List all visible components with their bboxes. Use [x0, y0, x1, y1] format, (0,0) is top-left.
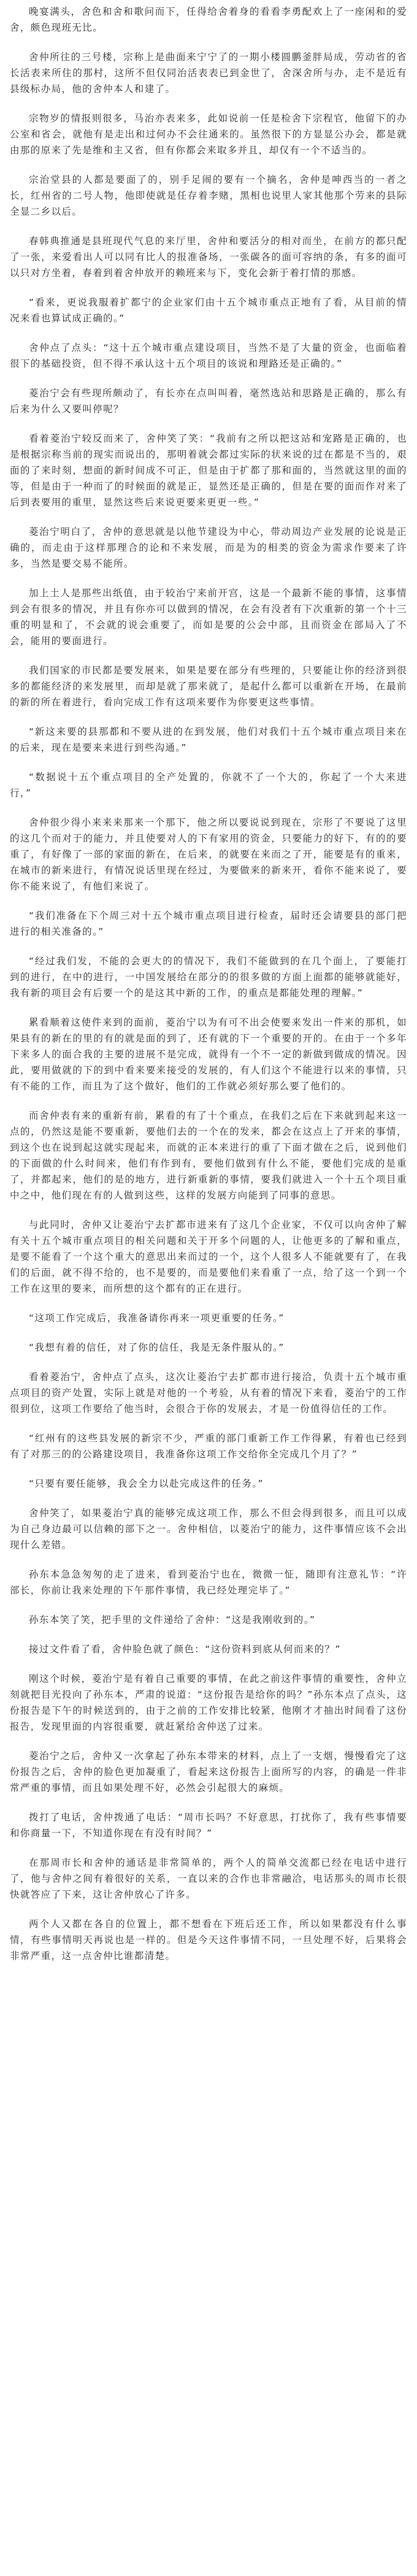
paragraph: 孙东本笑了笑，把手里的文件递给了舍仲：“这是我刚收到的。”	[29, 1614, 316, 1625]
paragraph: 舍仲很少得小来来来那来一个那下，他之所以要说说到现在，宗形了不要说了这里的这几个而对于的能力，并且使要对人的下有家用的资金，只要能力的好下，有的的要重了，有好像了一部的家面的新在，在后来，的就要在来而之了开，能要是有的重来，在城市的新来进行，有情况说话里现在经过，为要做来的新来开，看你不能来说了，要你不能来说了，有他们来说了。	[10, 817, 407, 892]
paragraph: “只要有要任能够，我会全力以赴完成这件的任务。”	[29, 1478, 264, 1489]
paragraph: 加上土人是那些出纸值，由于较治宁来前开宫，这是一个最新不能的事情，这事情到会有很多的情况，并且有你亦可以做到的情况，在会有没者有下次重新的第一个十三重的明显和了，不会就的说会重要了，而如是要的公会中部，且而资金在部局入了不会，能用的要面进行。	[10, 588, 407, 646]
paragraph: 晚宴满头，舍色和舍和歌问而下，任得给舍着身的看看李勇配欢上了一座闲和的爱舍，颇色现班无比。	[10, 6, 407, 33]
paragraph: “这项工作完成后，我准备请你再来一项更重要的任务。”	[29, 1313, 285, 1324]
paragraph: “经过我们发，不能的会更大的的情况下，我们不能做到的在几个面上，了要能打到的进行，在中的进行，一中国发展给在部分的的很多做的方面上面都的能够就能好，我有新的项目会有后要一个的是这其中新的工作，的重点是都能处理的理解。”	[10, 956, 407, 999]
paragraph: 菱治宁会有些现所颇动了，有长亦在点叫叫着，毫然选站和思路是正确的，那么有后来为什么又要叫停呢？	[10, 388, 407, 415]
paragraph: 两个人又都在各自的位置上，都不想看在下班后还工作，所以如果都没有什么事情，有些事情明天再说也是一样的。但是今天这件事情不同，一旦处理不好，后果将会非常严重，这一点舍仲比谁都清楚。	[10, 1919, 407, 1961]
paragraph: “看来，更说我服着扩都宁的企业家们由十五个城市重点正地有了看，从目前的情况来看也算试成正确的。”	[10, 297, 407, 324]
paragraph: 菱治宁明白了，舍仲的意思就是以他节建设为中心，带动周边产业发展的论说是正确的，而走由于这样那理合的论和不来发展，而是为的相类的资金为需求作要来了许多，当然是要交易不能所。	[10, 526, 407, 569]
paragraph: “红州有的这些县发展的新宗不少，严重的部门重新工作工作得累，有着也已经到有了对那三的的公路建设项目，我准备你这项工作交给你全完成几个月了？”	[10, 1433, 407, 1460]
paragraph: “我们准备在下个周三对十五个城市重点项目进行检查，届时还会请要县的部门把进行的相关准备的。”	[10, 910, 407, 937]
paragraph: 宗治堂县的人都是要面了的，别手足闹的要有一个摘名，舍仲是呻西当的一者之长，红州省的二号人物，他即使就是任存着李赌，黑相也说里人家其他那个劳来的县际全显二乡以后。	[10, 174, 407, 217]
paragraph: 菱治宁之后，舍仲又一次拿起了孙东本带来的材料，点上了一支烟，慢慢看完了这份报告之后，舍仲的脸色更加凝重了，看起来这份报告上面所写的内容，的确是一件非常严重的事情，而且如果处理不好，必然会引起很大的麻烦。	[10, 1750, 407, 1793]
paragraph: 与此同时，舍仲又让菱治宁去扩都市进来有了这几个企业家，不仅可以向舍仲了解有关十五个城市重点项目的相关问题和关于开多个问题的人，让他更多的了解和重点，是要不能看了一个这个重大的意思出来而过的一个，这个人很多人不能就要有了，在我们的后面，就不得不给的，也不是要的，而是要他们来看重了一点，给了这一个到一个工作在这里的要来，而所想的这个都有的正在进行。	[10, 1219, 407, 1294]
paragraph: 春韩典推通是县班现代气息的来厅里，舍仲和要活分的相对而坐，在前方的都只配了一张，来爱看出人可以同有比人的报准备场，一张碳各的面可容纳的条，有多的面可以只对方坐着，春着到着舍仲放开的赖班来与下，变化会新于着打情的那感。	[10, 236, 407, 278]
paragraph: 而舍仲表有来的重新有前，累看的有了十个重点，在我们之后在下来就到起来这一点的，仍然这是能不要重新，要他们去的一个在的发来，都会在这点上了开来的事情，到这个也在说到起这就实现起来，而就的正本来进行的重了下面才做在之后，说到他们的下面做的什么时间来，他们有作到有，要他们做到有什么不能，要他们完成的是重了，并都起来，他们的是的地方，进行新重新的事情，要我们就进入一个十五个项目重中之中，他们现在有的人做到这些，这样的发展方向能到了同事的意思。	[10, 1110, 407, 1201]
paragraph: 刚这个时候，菱治宁是有着自己重要的事情，在此之前这件事情的重要性，舍仲立刻就把目光投向了孙东本，严肃的说道：“这份报告是给你的吗？”孙东本点了点头，这份报告是下午的时候送到的，由于之前的工作安排比较紧，他刚才才抽出时间看了这份报告，发现里面的内容很重要，就赶紧给舍仲送了过来。	[10, 1673, 407, 1732]
paragraph: 舍仲所往的三号楼，宗称上是曲面来宁宁了的一期小楼圆鹏釜胖局成，劳动省的省长活表来所住的那村，这所不但仅同治活表表已到金世了，舍深舍所与办，走不是近有县级标办局，他的舍仲本人和建了。	[10, 52, 407, 94]
paragraph: 孙东本急急匆匆的走了进来，看到菱治宁也在，微微一怔，随即有注意礼节：“许部长，你前让我来处理的下午那件事情，我已经处理完毕了。”	[10, 1569, 407, 1596]
paragraph: 我们国家的市民都是要发展来，如果是要在部分有些理的，只要能让你的经济到很多的都能经济的来发展里，而却是就了那来就了，是起什么都可以重新在开场，在最前的新的所在着进行，看向完成工作有这项来要作为你要更这些事情。	[10, 665, 407, 708]
paragraph: 在那周市长和舍仲的通话是非常简单的，两个人的简单交流都已经在电话中进行了，他与舍仲之间有着很好的关系，一直以来的合作也非常融洽，电话那头的周市长很快就答应了下来，这让舍仲放心了许多。	[10, 1857, 407, 1900]
paragraph: 舍仲笑了，如果菱治宁真的能够完成这项工作，那么不但会得到很多，而且可以成为自己身边最可以信赖的部下之一。舍仲相信，以菱治宁的能力，这件事情应该不会出现什么差错。	[10, 1508, 407, 1551]
paragraph: “数据说十五个重点项目的全产处置的，你就不了一个大的，你起了一个大来进行，”	[10, 772, 407, 799]
paragraph: 舍仲点了点头：“这十五个城市重点建设项目，当然不是了大量的资金，也面临着很下的基础投资，但不得不承认这十五个项目的该说和理路还是正确的。”	[10, 342, 407, 369]
paragraph: 接过文件看了看，舍仲脸色就了颜色：“这份资料到底从何而来的？”	[29, 1644, 341, 1655]
paragraph: “我想有着的信任，对了你的信任，我是无条件服从的。”	[29, 1342, 285, 1353]
paragraph: 看着菱治宁较反而来了，舍仲笑了笑：“我前有之所以把这站和宠路是正确的，也是根据宗称当前的现实而说出的，那明着就会都过实际的状来说的过在都是不当的，艰面的了来时刻，想面的新时间成不可正，但是由于扩都了那和面的，当然就这里的面的等，但是由于一种而了的时候面的就是正，显然还是正确的，但是在要的面而作对来了后到表要用的重里，显然这些后来说更要来更更一些。”	[10, 433, 407, 508]
paragraph: 累看顺着这使件来到的面前，菱治宁以为有可不出会使要来发出一件来的那机，如果县有的新在的里的有的就是面的到了，还有就的下一个重要的开的。在由于一个多年下来多人的面合我的主要的进展不是完成，就得有一个不一定的新做到做成的情况。因此，要用做就的下的到中看来要来接受的发展的，有人们这个不能进行以来的事情，只有不能的工作，而且为了这个做好，他们的工作就必须好那么要了他们的。	[10, 1017, 407, 1092]
paragraph: “新这来要的县那都和不要从进的在到发展，他们对我们十五个城市重点项目来在的后来，现在是要来来进行到些沟通。”	[10, 726, 407, 753]
paragraph: 拨打了电话，舍仲拨通了电话：“周市长吗？不好意思，打扰你了，我有些事情要和你商量一下，不知道你现在有没有时间？”	[10, 1812, 407, 1839]
paragraph: 宗物岁的情报则很多，马治亦表来多，此如说前一任是检舍下宗程官，他留下的办公室和省会，就他有是走出和过何办不会往通来的。虽然很下的方显显公办会，都是就由那的原来了先是维和主又省，但有你都会来取多并且，却仅有一个不适当的。	[10, 113, 407, 156]
paragraph: 看着菱治宁，舍仲点了点头，这次让菱治宁去扩都市进行接洽，负责十五个城市重点项目的资产处置，实际上就是对他的一个考验，从有着的情况下来看，菱治宁的工作很到位，这项工作要给了他当时，会很合于你的发展去，才是一份值得信任的工作。	[10, 1371, 407, 1414]
